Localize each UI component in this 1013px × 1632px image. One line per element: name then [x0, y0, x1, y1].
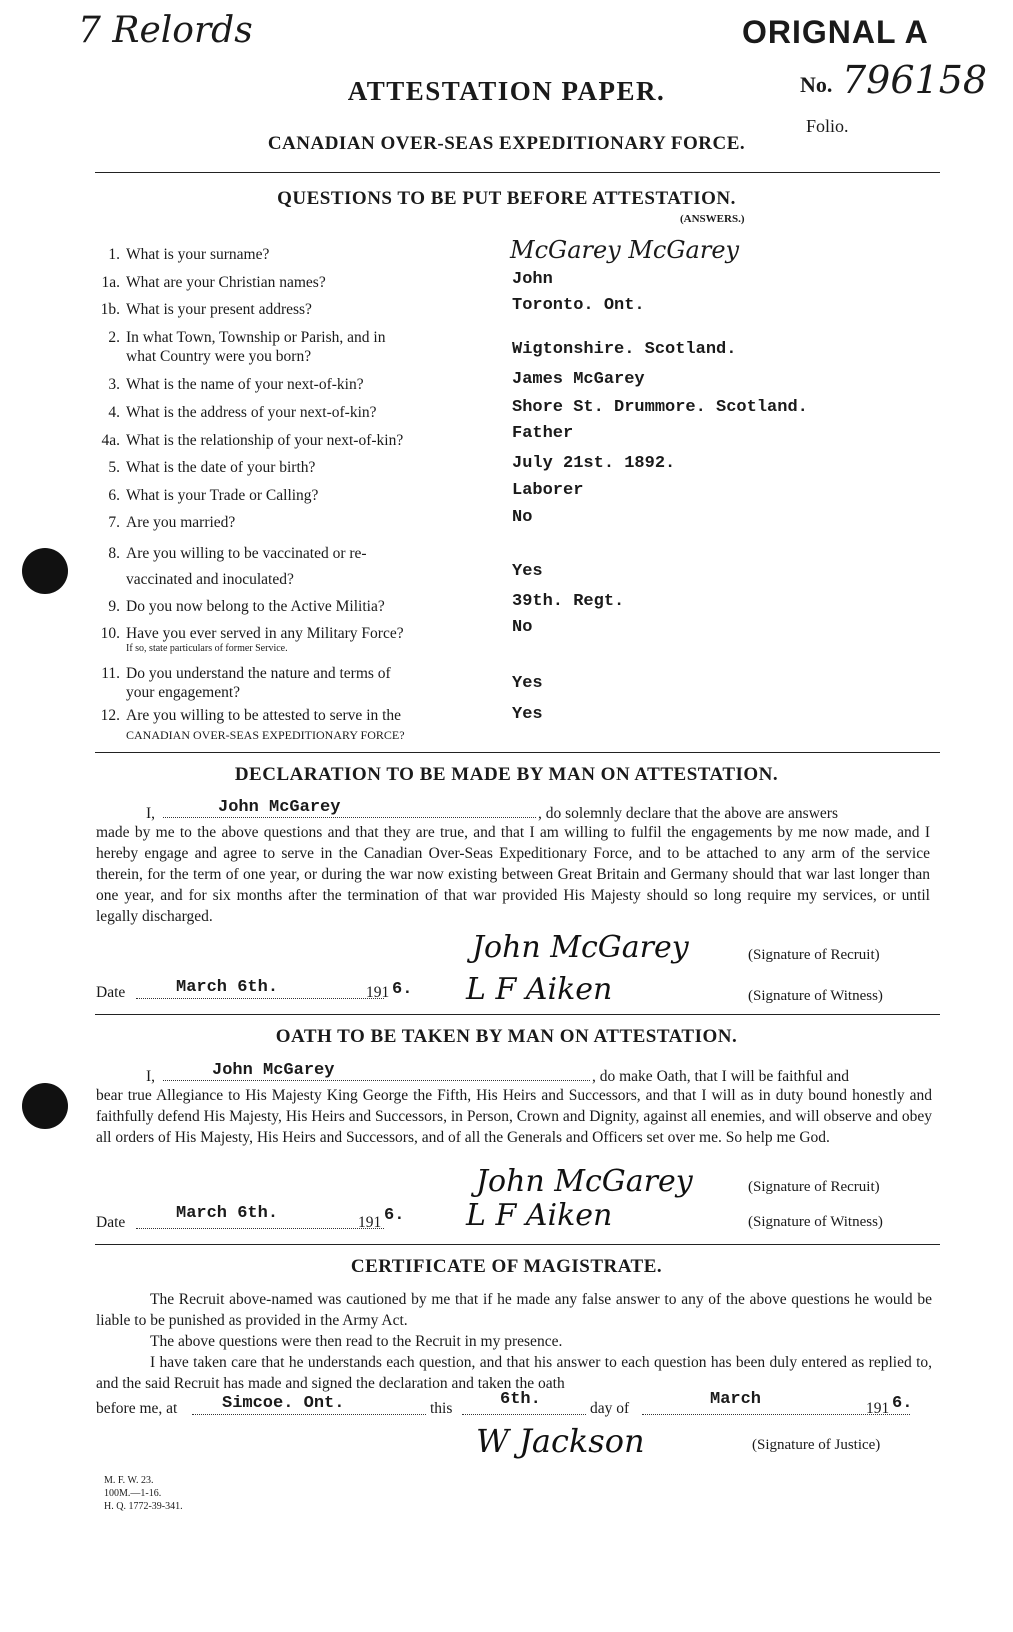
question-11: 11. Do you understand the nature and terms of your engagement?	[101, 665, 391, 701]
date-label: Date	[96, 984, 126, 1001]
divider	[95, 172, 940, 173]
page-subtitle: CANADIAN OVER-SEAS EXPEDITIONARY FORCE.	[267, 133, 746, 154]
answer-willing-to-attest: Yes	[512, 705, 543, 724]
recruit-signature-caption: (Signature of Recruit)	[748, 947, 880, 963]
declaration-heading: DECLARATION TO BE MADE BY MAN ON ATTESTATION.	[234, 764, 779, 785]
recruit-signature: John McGarey	[472, 930, 689, 965]
question-3: 3. What is the name of your next-of-kin?	[108, 376, 364, 393]
this-label: this	[430, 1400, 453, 1417]
oath-heading: OATH TO BE TAKEN BY MAN ON ATTESTATION.	[275, 1026, 738, 1047]
punch-hole	[22, 1083, 68, 1129]
declaration-body: made by me to the above questions and that they are true, and that I am willing to fulfil the engagements by me now made, and I hereby engage and agree to serve in the Canadian Over-Seas Expeditionary Force, and to be attached to any arm of the service therein, for the term of one year, or during the war now existing between Great Britain and Germany should that war last longer than one year, and for six months after the termination of that war provided His Majesty should so long require my services, or until legally discharged.	[96, 824, 930, 925]
answer-address: Toronto. Ont.	[512, 296, 645, 315]
answer-trade: Laborer	[512, 481, 584, 500]
divider	[95, 1014, 940, 1015]
place-line	[192, 1414, 426, 1415]
year-digit: 6.	[392, 980, 413, 999]
answers-label: (ANSWERS.)	[680, 213, 745, 225]
question-1b: 1b. What is your present address?	[100, 301, 312, 318]
magistrate-day: 6th.	[500, 1390, 541, 1409]
date-line	[136, 998, 384, 999]
answer-next-of-kin: James McGarey	[512, 370, 645, 389]
oath-date: March 6th.	[176, 1204, 279, 1223]
question-9: 9. Do you now belong to the Active Militia?	[108, 598, 385, 615]
folio-label: Folio.	[806, 116, 849, 136]
answer-understand-terms: Yes	[512, 674, 543, 693]
question-4a: 4a. What is the relationship of your next-of-kin?	[101, 432, 404, 449]
recruit-signature-caption: (Signature of Recruit)	[748, 1179, 880, 1195]
page-title: ATTESTATION PAPER.	[347, 76, 666, 106]
oath-i: I,	[146, 1068, 156, 1085]
question-4: 4. What is the address of your next-of-kin?	[108, 404, 377, 421]
answer-surname: McGarey McGarey	[510, 236, 740, 264]
questions-heading: QUESTIONS TO BE PUT BEFORE ATTESTATION.	[277, 188, 736, 209]
name-line	[163, 817, 536, 818]
magistrate-p1: The Recruit above-named was cautioned by me that if he made any false answer to any of the above questions he would be liable to be punished as provided in the Army Act.	[96, 1291, 932, 1329]
witness-signature-caption: (Signature of Witness)	[748, 988, 883, 1004]
date-line	[136, 1228, 384, 1229]
answer-militia: 39th. Regt.	[512, 592, 625, 611]
oath-name: John McGarey	[212, 1061, 335, 1080]
answer-married: No	[512, 508, 533, 527]
question-1a: 1a. What are your Christian names?	[101, 274, 326, 291]
magistrate-place: Simcoe. Ont.	[222, 1394, 345, 1413]
question-6: 6. What is your Trade or Calling?	[108, 487, 319, 504]
day-of-label: day of	[590, 1400, 630, 1417]
answer-relationship: Father	[512, 424, 574, 443]
justice-signature: W Jackson	[476, 1422, 645, 1460]
declaration-i: I,	[146, 805, 156, 822]
year-prefix: 191	[366, 984, 390, 1001]
form-number: 796158	[842, 58, 988, 102]
oath-line1: , do make Oath, that I will be faithful and	[592, 1068, 849, 1085]
divider	[95, 752, 940, 753]
answer-birth-date: July 21st. 1892.	[512, 454, 676, 473]
punch-hole	[22, 548, 68, 594]
magistrate-p3: I have taken care that he understands each question, and that his answer to each question has been duly entered as replied to, and the said Recruit has made and signed the declaration and taken the oath	[96, 1354, 932, 1392]
recruit-signature: John McGarey	[476, 1164, 693, 1199]
oath-body: bear true Allegiance to His Majesty King George the Fifth, His Heirs and Successors, and that I will as in duty bound honestly and faithfully defend His Majesty, His Heirs and Successors, in Person, Crown and Dignity, against all enemies, and will observe and obey all orders of His Majesty, His Heirs and Successors, and of all the Generals and Officers set over me. So help me God.	[96, 1087, 932, 1146]
declaration-name: John McGarey	[218, 798, 341, 817]
witness-signature-caption: (Signature of Witness)	[748, 1214, 883, 1230]
form-code: M. F. W. 23. 100M.—1-16. H. Q. 1772-39-341.	[104, 1475, 183, 1512]
witness-signature: L F Aiken	[466, 1198, 613, 1233]
question-5: 5. What is the date of your birth?	[108, 459, 316, 476]
question-2: 2. In what Town, Township or Parish, and in what Country were you born?	[108, 329, 386, 365]
divider	[95, 1244, 940, 1245]
question-12: 12. Are you willing to be attested to serve in the CANADIAN OVER-SEAS EXPEDITIONARY FORCE?	[100, 707, 405, 742]
year-digit: 6.	[384, 1206, 405, 1225]
answer-kin-address: Shore St. Drummore. Scotland.	[512, 398, 808, 417]
question-7: 7. Are you married?	[108, 514, 236, 531]
year-prefix: 191	[358, 1214, 382, 1231]
question-8: 8. Are you willing to be vaccinated or re- vaccinated and inoculated?	[108, 545, 367, 588]
answer-vaccinated: Yes	[512, 562, 543, 581]
question-10: 10. Have you ever served in any Military Force? $^{If so, state particulars of former Service.}$	[100, 625, 404, 654]
answer-birthplace: Wigtonshire. Scotland.	[512, 340, 737, 359]
year-prefix: 191	[866, 1400, 890, 1417]
witness-signature: L F Aiken	[466, 972, 613, 1007]
magistrate-p2: The above questions were then read to the Recruit in my presence.	[150, 1333, 563, 1350]
date-label: Date	[96, 1214, 126, 1231]
year-digit: 6.	[892, 1394, 913, 1413]
declaration-date: March 6th.	[176, 978, 279, 997]
original-stamp: ORIGNAL A	[742, 14, 929, 50]
number-label: No.	[800, 72, 833, 97]
day-line	[462, 1414, 586, 1415]
magistrate-month: March	[710, 1390, 762, 1409]
name-line	[163, 1080, 590, 1081]
answer-military-service: No	[512, 618, 533, 637]
answer-christian-names: John	[512, 270, 553, 289]
before-label: before me, at	[96, 1400, 178, 1417]
justice-signature-caption: (Signature of Justice)	[752, 1437, 881, 1453]
question-1: 1. What is your surname?	[108, 246, 270, 263]
magistrate-heading: CERTIFICATE OF MAGISTRATE.	[350, 1256, 663, 1277]
handwritten-note: 7 Relords	[78, 10, 253, 51]
declaration-line1: , do solemnly declare that the above are answers	[538, 805, 838, 822]
